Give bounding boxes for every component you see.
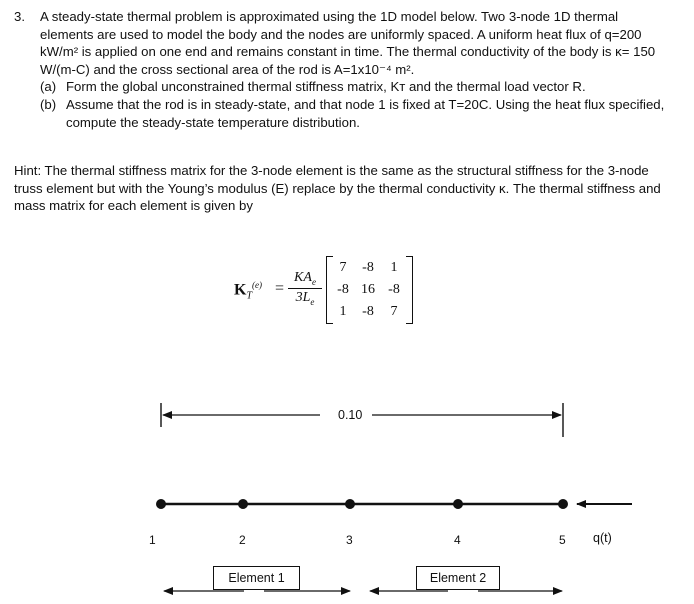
part-a-label: (a) bbox=[40, 79, 57, 95]
node-dot bbox=[453, 499, 463, 509]
matrix-cell: -8 bbox=[388, 282, 400, 297]
node-dot bbox=[345, 499, 355, 509]
matrix-cell: 1 bbox=[390, 260, 398, 275]
node-label: 4 bbox=[454, 533, 461, 547]
matrix-cell: 7 bbox=[339, 260, 347, 275]
matrix-cell: 1 bbox=[339, 304, 347, 319]
node-label: 2 bbox=[239, 533, 246, 547]
denominator-subscript: e bbox=[310, 296, 315, 307]
part-b-text: Assume that the rod is in steady-state, and that node 1 is fixed at T=20C. Using the heat flux specified, compute the steady-state temperature distribution. bbox=[66, 96, 665, 130]
node-dot bbox=[156, 499, 166, 509]
node-label: 3 bbox=[346, 533, 353, 547]
matrix-cell: 16 bbox=[361, 282, 375, 297]
node-dot bbox=[558, 499, 568, 509]
matrix-cell: -8 bbox=[362, 260, 374, 275]
hint-paragraph: Hint: The thermal stiffness matrix for the 3-node element is the same as the structural stiffness for the 3-node truss element but with the Young’s modulus (E) replace by the thermal conductivity κ. The thermal stiffness and mass matrix for each element is given by bbox=[14, 163, 661, 214]
numerator-text: KA bbox=[294, 270, 312, 285]
matrix-cell: 7 bbox=[390, 304, 398, 319]
node-label: 5 bbox=[559, 533, 566, 547]
element-1-label: Element 1 bbox=[213, 566, 300, 590]
matrix-cell: -8 bbox=[362, 304, 374, 319]
problem-text: A steady-state thermal problem is approximated using the 1D model below. Two 3-node 1D thermal elements are used to model the body and the nodes are uniformly spaced. A uniform heat flux of q=200 kW/m² is applied on one end and remains constant in time. The thermal conductivity of the body is κ= 150 W/(m-C) and the cross sectional area of the rod is A=1x10⁻⁴ m². bbox=[40, 9, 656, 77]
numerator-subscript: e bbox=[311, 276, 316, 287]
length-label: 0.10 bbox=[338, 408, 363, 422]
lhs-superscript: (e) bbox=[252, 280, 263, 290]
node-dot bbox=[238, 499, 248, 509]
load-label: q(t) bbox=[593, 531, 612, 545]
problem-number: 3. bbox=[14, 9, 25, 24]
element-2-label: Element 2 bbox=[416, 566, 500, 590]
denominator-text: 3L bbox=[295, 289, 311, 305]
part-b-label: (b) bbox=[40, 96, 57, 112]
lhs-symbol: K bbox=[234, 281, 247, 299]
node-label: 1 bbox=[149, 533, 156, 547]
equals-sign: = bbox=[275, 280, 285, 297]
part-a-text: Form the global unconstrained thermal stiffness matrix, Kᴛ and the thermal load vector R. bbox=[66, 79, 586, 95]
lhs-subscript: T bbox=[246, 290, 253, 302]
matrix-cell: -8 bbox=[337, 282, 349, 297]
